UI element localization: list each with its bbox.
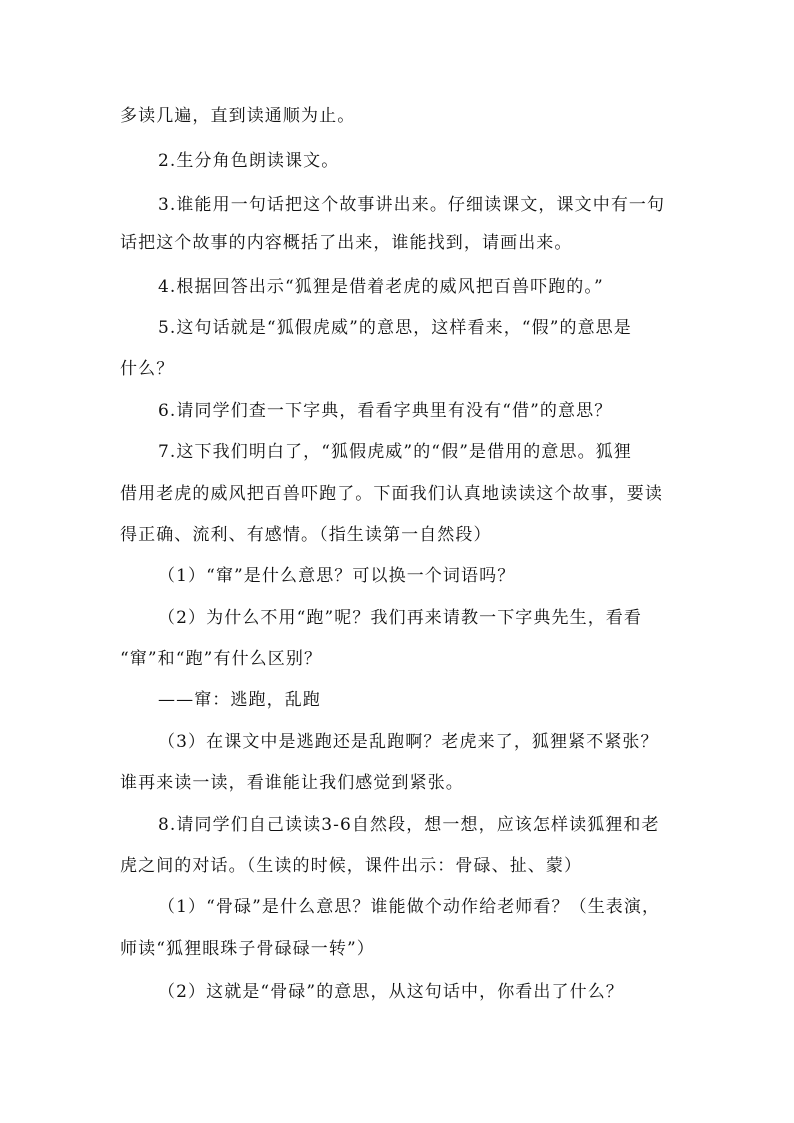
- text-line: 虎之间的对话。（生读的时候，课件出示：骨碌、扯、蒙）: [120, 856, 583, 876]
- text-line: 6.请同学们查一下字典，看看字典里有没有“借”的意思？: [158, 401, 613, 421]
- text-line: 8.请同学们自己读读3-6自然段，想一想，应该怎样读狐狸和老: [158, 815, 660, 835]
- text-line: 2.生分角色朗读课文。: [158, 151, 340, 171]
- text-line: 3.谁能用一句话把这个故事讲出来。仔细读课文，课文中有一句: [158, 195, 666, 215]
- text-line: （2）为什么不用“跑”呢？我们再来请教一下字典先生，看看: [158, 608, 642, 628]
- text-line: 7.这下我们明白了，“狐假虎威”的“假”是借用的意思。狐狸: [158, 442, 632, 462]
- text-line: 借用老虎的威风把百兽吓跑了。下面我们认真地读读这个故事，要读: [120, 484, 663, 504]
- text-line: （1）“窜”是什么意思？可以换一个词语吗？: [158, 566, 516, 586]
- text-line: “窜”和“跑”有什么区别？: [120, 649, 323, 669]
- text-line: 4.根据回答出示“狐狸是借着老虎的威风把百兽吓跑的。”: [158, 277, 604, 297]
- text-line: 谁再来读一读，看谁能让我们感觉到紧张。: [120, 773, 464, 793]
- text-line: （3）在课文中是逃跑还是乱跑啊？老虎来了，狐狸紧不紧张？: [158, 732, 659, 752]
- text-line: 得正确、流利、有感情。（指生读第一自然段）: [120, 525, 492, 545]
- text-line: （2）这就是“骨碌”的意思，从这句话中，你看出了什么？: [158, 982, 624, 1002]
- text-line: 什么？: [120, 359, 175, 379]
- text-line: 师读“狐狸眼珠子骨碌碌一转”）: [120, 939, 375, 959]
- text-line: ——窜：逃跑，乱跑: [158, 690, 321, 710]
- text-line: 话把这个故事的内容概括了出来，谁能找到，请画出来。: [120, 233, 573, 253]
- text-line: 5.这句话就是“狐假虎威”的意思，这样看来，“假”的意思是: [158, 318, 632, 338]
- text-line: （1）“骨碌”是什么意思？谁能做个动作给老师看？（生表演，: [158, 897, 661, 917]
- text-line: 多读几遍，直到读通顺为止。: [120, 106, 356, 126]
